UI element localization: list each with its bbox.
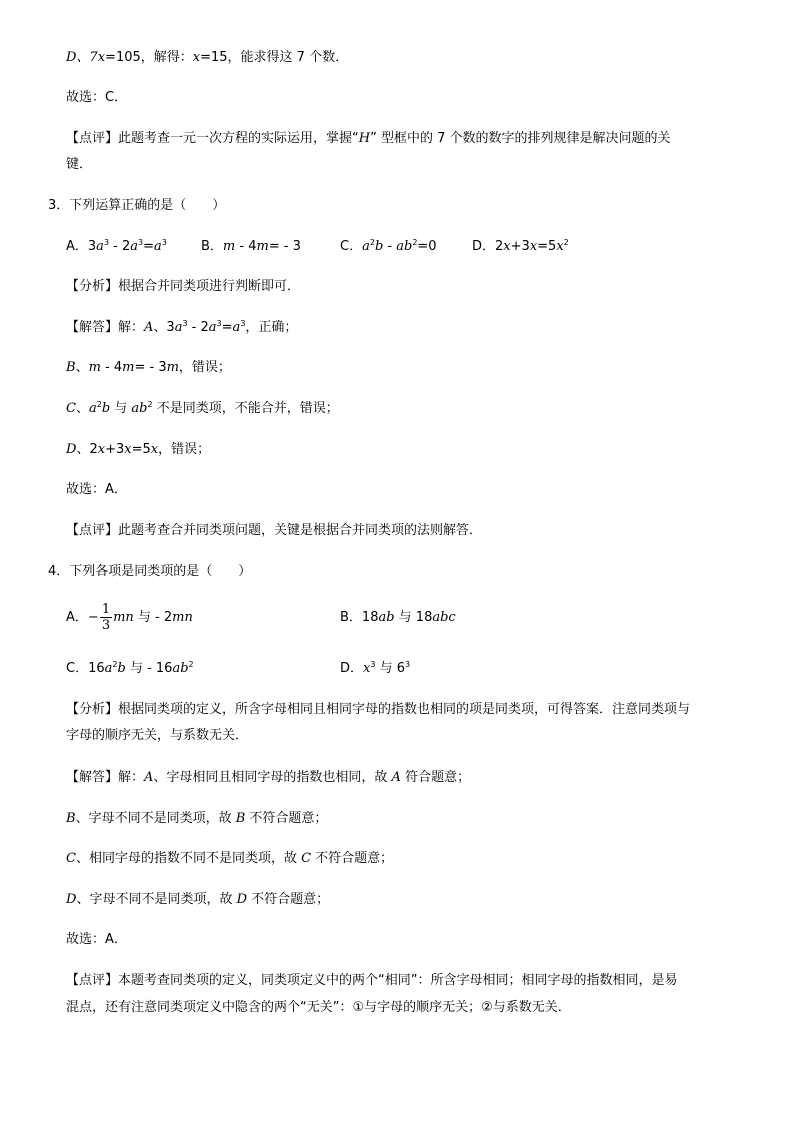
text-run: = <box>221 320 233 335</box>
text-run: =5 <box>537 239 557 254</box>
text-run: b <box>101 401 111 416</box>
q4-solution-c <box>66 849 393 869</box>
text-run: b <box>117 661 126 676</box>
text: D、7 <box>66 50 98 65</box>
text-run: = - 3 <box>268 239 301 254</box>
text-run: 2 <box>188 660 194 669</box>
text-run: 、3 <box>153 320 175 335</box>
text-run: D <box>66 442 77 457</box>
q3-analysis: 【分析】根据合并同类项进行判断即可． <box>66 279 301 294</box>
q4-analysis-line1: 【分析】根据同类项的定义，所含字母相同且相同字母的指数也相同的项是同类项，可得答案．注意同类项与 <box>66 702 691 717</box>
text-run: A <box>144 770 154 785</box>
text-run: x <box>124 442 132 457</box>
q4-option-c <box>66 659 194 679</box>
text: ” 型框中的 7 个数的数字的排列规律是解决问题的关 <box>370 131 671 146</box>
q2-solution-line <box>66 48 348 68</box>
text-run: - 2 <box>187 320 209 335</box>
text-run: ，正确； <box>245 320 298 335</box>
text-run: m <box>222 239 236 254</box>
text-run: D <box>236 892 248 907</box>
text-run: ab <box>131 401 148 416</box>
text-run: D <box>66 892 77 907</box>
q4-stem: 4．下列各项是同类项的是（ ） <box>48 564 252 579</box>
text-run: +3 <box>105 442 125 457</box>
text-run: 2 <box>96 400 102 409</box>
text-run: - 4 <box>235 239 257 254</box>
text-run: x <box>503 239 511 254</box>
text-run: D．2 <box>472 239 504 254</box>
text-run: a <box>154 239 162 254</box>
q3-option-d <box>472 237 569 257</box>
text-run: 与 - 16 <box>125 661 173 676</box>
text-run: 与 <box>110 401 132 416</box>
var: x <box>192 50 201 65</box>
text-run: 、2 <box>76 442 98 457</box>
text-run: 【解答】解： <box>66 320 145 335</box>
text-run: - 2 <box>109 239 131 254</box>
text: 【点评】此题考查一元一次方程的实际运用，掌握“ <box>66 131 359 146</box>
text-run: = - 3 <box>134 360 167 375</box>
text-run: x <box>529 239 538 254</box>
q3-stem: 3．下列运算正确的是（ ） <box>48 198 226 213</box>
text-run: m <box>256 239 269 254</box>
text-run: C <box>66 401 76 416</box>
text-run: x <box>363 661 371 676</box>
text-run: C． <box>340 239 363 254</box>
q4-option-b <box>340 608 456 628</box>
text-run: − <box>87 610 99 625</box>
text-run: a <box>130 239 139 254</box>
text-run: 3 <box>216 319 222 328</box>
text-run: a <box>96 239 104 254</box>
q4-solution-d <box>66 890 329 910</box>
text-run: ab <box>172 661 189 676</box>
text-run: B <box>235 811 246 826</box>
text-run: 2 <box>412 238 418 247</box>
q3-option-c <box>340 237 437 257</box>
text-run: 2 <box>563 238 569 247</box>
text-run: A．3 <box>66 239 97 254</box>
text-run: ，错误； <box>178 360 231 375</box>
text-run: ，错误； <box>158 442 211 457</box>
text-run: 不符合题意； <box>245 811 328 826</box>
q4-comment-line2: 混点，还有注意同类项定义中隐含的两个“无关”：①与字母的顺序无关；②与系数无关． <box>66 1000 571 1015</box>
text-run: 3 <box>138 238 144 247</box>
text-run: 、 <box>75 401 89 416</box>
text-run: C <box>66 851 76 866</box>
text-run: ab <box>378 610 395 625</box>
text-run: =5 <box>131 442 151 457</box>
text-run: A <box>391 770 401 785</box>
var: H <box>358 131 371 146</box>
text-run: 、相同字母的指数不同不是同类项，故 <box>75 851 302 866</box>
text-run: 3 <box>101 618 111 633</box>
q4-solution-a <box>66 768 470 788</box>
text-run: 2 <box>112 660 118 669</box>
text-run: 、 <box>75 360 89 375</box>
text-run: 2 <box>369 238 375 247</box>
text-run: ab <box>396 239 413 254</box>
text-run: x <box>150 442 159 457</box>
text-run: - <box>383 239 397 254</box>
q4-solution-b <box>66 809 327 829</box>
text-run: 、字母相同且相同字母的指数也相同，故 <box>153 770 392 785</box>
text-run: m <box>122 360 135 375</box>
text-run: 与 - 2 <box>133 610 173 625</box>
text-run: 、字母不同不是同类项，故 <box>75 811 236 826</box>
text-run: +3 <box>510 239 530 254</box>
text-run: 与 6 <box>375 661 405 676</box>
text-run: a <box>232 320 241 335</box>
q3-solution-b <box>66 358 231 378</box>
text-run: 2 <box>147 400 153 409</box>
text-run: a <box>208 320 217 335</box>
text-run: B <box>66 811 76 826</box>
q2-choose: 故选：C． <box>66 90 128 105</box>
text-run: C．16 <box>66 661 105 676</box>
text-run: 【解答】解： <box>66 770 145 785</box>
text: =105，解得： <box>105 50 193 65</box>
q4-comment-line1: 【点评】本题考查同类项的定义，同类项定义中的两个“相同”：所含字母相同；相同字母的指数相同，是易 <box>66 973 678 988</box>
text-run: 3 <box>182 319 188 328</box>
text-run: B． <box>201 239 223 254</box>
text-run: - 4 <box>100 360 123 375</box>
text-run: C <box>301 851 312 866</box>
text-run: 与 18 <box>394 610 433 625</box>
text-run: 不符合题意； <box>311 851 394 866</box>
text: =15，能求得这 7 个数． <box>200 50 349 65</box>
q3-option-b <box>201 237 301 257</box>
text-run: A． <box>66 610 88 625</box>
text-run: x <box>556 239 564 254</box>
text-run: 不符合题意； <box>247 892 330 907</box>
text-run: mn <box>172 610 193 625</box>
text-run: mn <box>113 610 134 625</box>
q3-solution-c <box>66 399 339 419</box>
text-run: a <box>362 239 370 254</box>
q3-option-a <box>66 237 167 257</box>
text-run: 3 <box>405 660 411 669</box>
text-run: m <box>166 360 179 375</box>
text-run: 3 <box>103 238 110 247</box>
text-run: 符合题意； <box>400 770 471 785</box>
text-run: x <box>97 442 106 457</box>
q3-comment: 【点评】此题考查合并同类项问题，关键是根据合并同类项的法则解答． <box>66 523 483 538</box>
fraction <box>100 602 112 633</box>
text-run: 3 <box>240 319 246 328</box>
q4-option-d <box>340 659 410 679</box>
q4-analysis-line2: 字母的顺序无关，与系数无关． <box>66 728 249 743</box>
text-run: a <box>88 401 97 416</box>
text-run: a <box>104 661 113 676</box>
q3-solution-d <box>66 440 210 460</box>
q2-comment-line1 <box>66 129 671 149</box>
text-run: B <box>66 360 76 375</box>
text-run: 不是同类项，不能合并，错误； <box>152 401 339 416</box>
text-run: 1 <box>101 602 111 617</box>
text-run: abc <box>432 610 456 625</box>
var: x <box>97 50 106 65</box>
text-run: 3 <box>161 238 167 247</box>
text-run: B．18 <box>340 610 379 625</box>
text-run: =0 <box>417 239 437 254</box>
text-run: A <box>144 320 154 335</box>
text-run: = <box>143 239 155 254</box>
text-run: b <box>374 239 384 254</box>
text-run: a <box>174 320 183 335</box>
text-run: 、字母不同不是同类项，故 <box>76 892 237 907</box>
q2-comment-line2: 键． <box>66 157 93 172</box>
q3-choose: 故选：A． <box>66 482 127 497</box>
q3-solution-a <box>66 318 297 338</box>
text-run: 3 <box>370 660 376 669</box>
text-run: m <box>88 360 101 375</box>
q4-choose: 故选：A． <box>66 932 127 947</box>
text-run: D． <box>340 661 364 676</box>
q4-option-a <box>66 602 193 634</box>
